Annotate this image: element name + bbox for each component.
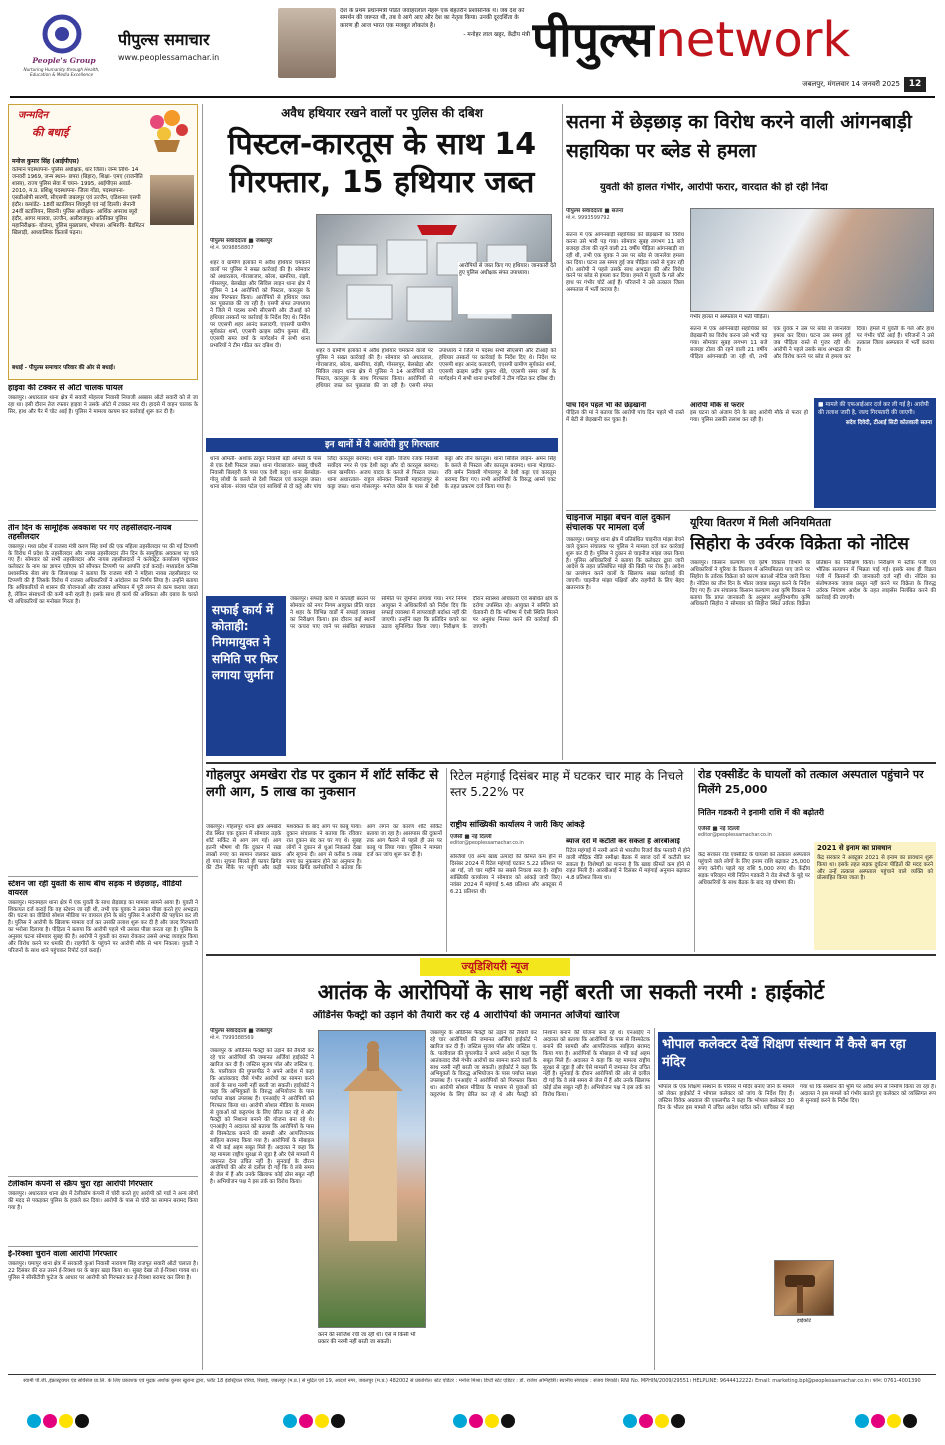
satna-divider — [566, 510, 936, 511]
court-headline: आतंक के आरोपियों के साथ नहीं बरती जा सकती नरमी : हाईकोर्ट — [317, 980, 825, 1004]
manja-headline: चाइनीज मांझा बेचने वाले दुकान संचालक पर मामला दर्ज — [566, 514, 671, 533]
cleanliness-body: जबलपुर। सफाई कार्य में कोताही बरतने पर सोमवार को नगर निगम आयुक्त प्रीति यादव ने शहर के विभिन्न वार्डों में सफाई व्यवस्था का निरीक्षण किया। इस दौरान कई स्थानों पर कचरा पाए जाने पर संबंधित स्वच्छता समिति पर जुर्माना लगाया गया। नगर निगम आयुक्त ने अधिकारियों को निर्देश दिए कि सफाई व्यवस्था में लापरवाही बर्दाश्त नहीं की जाएगी। उन्होंने कहा कि प्रतिदिन कचरे का उठाव सुनिश्चित किया जाए। निरीक्षण के दौरान स्वास्थ्य अधिकारी एवं संबंधित क्षेत्र के दरोगा उपस्थित रहे। आयुक्त ने समिति को चेतावनी दी कि भविष्य में ऐसी स्थिति मिलने पर अनुबंध निरस्त करने की कार्रवाई की जाएगी। — [290, 596, 558, 630]
birthday-name: मनोज कुमार सिंह (आईपीएस) — [12, 158, 80, 165]
satna-photo — [690, 208, 934, 312]
quote-text: देश के प्रथम प्रधानमंत्री पंडित जवाहरलाल नेहरू एक बेहतरीन प्रशासनिक थे। जब देश को समर्थन की जरूरत थी, तब वे आगे आए और देश का नेतृत्व किया। उनकी दूरदर्शिता के कारण ही आज भारत एक मजबूत लोकतंत्र है। — [340, 8, 525, 29]
left-news-4 — [8, 1180, 198, 1242]
fertilizer-kicker: यूरिया वितरण में मिली अनियमितता — [690, 516, 831, 529]
accident-body: केंद्र सरकार रोड एक्सीडेंट के घायलों को तत्काल अस्पताल पहुंचाने वाले लोगों के लिए इनाम राशि बढ़ाकर 25,000 रुपए करेगी। पहले यह राशि 5,000 रुपए थी। केंद्रीय सड़क परिवहन मंत्री नितिन गडकरी ने रोड सेफ्टी के मुद्दे पर अधिकारियों के साथ बैठक के बाद यह घोषणा की। — [698, 852, 810, 886]
left-news-5-title: ई-रिक्शा चुराने वाला आरोपी गिरफ्तार — [8, 1250, 117, 1258]
registration-marks-icon — [20, 1412, 925, 1430]
court-kicker-text: ज्यूडिशियरी न्यूज — [461, 960, 529, 973]
birthday-photo — [150, 175, 194, 225]
left-news-3-title: स्टेशन जा रही युवती के साथ बीच सड़क में छेड़छाड़, वीडियो वायरल — [8, 880, 182, 897]
left-news-5-body: जबलपुर। घमापुर थाना क्षेत्र में सरकारी कुआं निवासी नारायण सिंह राजपूत सवारी ऑटो चलाता है। 22 दिसंबर की रात उसने ई-रिक्शा घर के बाहर खड़ा किया था। सुबह देखा तो ई-रिक्शा गायब था। पुलिस ने सीसीटीवी फुटेज के आधार पर आरोपी को गिरफ्तार कर ई-रिक्शा बरामद कर लिया है। — [8, 1260, 198, 1281]
court-divider — [206, 954, 936, 956]
footer-rule — [8, 1374, 936, 1375]
satna-headline: सतना में छेड़छाड़ का विरोध करने वाली आंगनबाड़ी सहायिका पर ब्लेड से हमला — [566, 111, 912, 162]
column-rule-left — [202, 104, 203, 1370]
arms-byline-box — [210, 238, 310, 251]
accident-box-body: केंद्र सरकार ने अक्टूबर 2021 से इनाम का प्रावधान शुरू किया था। इसके तहत सड़क दुर्घटना पीड़ितों की मदद करने और उन्हें तत्काल अस्पताल पहुंचाने वाले व्यक्ति को प्रोत्साहित किया जाता है। — [817, 854, 933, 882]
left-divider-4 — [8, 1246, 198, 1247]
column-rule-inflation — [694, 768, 695, 952]
fire-body: जबलपुर। गोहलपुर थाना क्षेत्र अमखेरा रोड स्थित एक दुकान में सोमवार तड़के शॉर्ट सर्किट से आग लग गई। आग इतनी भीषण थी कि दुकान में रखा लाखों रुपए का सामान जलकर खाक हो गया। सूचना मिलते ही फायर ब्रिगेड की टीम मौके पर पहुंची और कड़ी मशक्कत के बाद आग पर काबू पाया। दुकान संचालक ने बताया कि रविवार रात दुकान बंद कर घर गए थे। सुबह लोगों ने दुकान से धुआं निकलते देखा और सूचना दी। आग से करीब 5 लाख रुपए का नुकसान होने का अनुमान है। फायर ब्रिगेड कर्मचारियों ने बताया कि आग लगने का कारण शॉर्ट सर्किट बताया जा रहा है। आसपास की दुकानों तक आग फैलने से पहले ही उस पर काबू पा लिया गया। पुलिस ने मामला दर्ज कर जांच शुरू कर दी है। — [206, 824, 442, 872]
inflation-body: सब्जियों एवं अन्य खाद्य उत्पादों की कीमतें कम होने से दिसंबर 2024 में रिटेल महंगाई घटकर 5.22 प्रतिशत पर आ गई, जो चार महीने का सबसे निचला स्तर है। राष्ट्रीय सांख्यिकी कार्यालय ने सोमवार को आंकड़े जारी किए। नवंबर 2024 में महंगाई 5.48 प्रतिशत और अक्टूबर में 6.21 प्रतिशत थी। — [450, 854, 562, 895]
birthday-title-top: जन्मदिन — [18, 110, 49, 121]
gavel-icon — [775, 1261, 835, 1317]
fire-headline: गोहलपुर अमखेरा रोड पर दुकान में शॉर्ट सर्किट से लगी आग, 5 लाख का नुकसान — [206, 768, 439, 800]
inflation-box-body: रिटेल महंगाई में नरमी आने से भारतीय रिजर्व बैंक फरवरी में होने वाली मौद्रिक नीति समीक्षा बैठक में ब्याज दरों में कटौती कर सकता है। विशेषज्ञों का मानना है कि खाद्य कीमतें कम होने से राहत मिली है। आरबीआई ने दिसंबर में महंगाई अनुमान बढ़ाकर 4.8 प्रतिशत किया था। — [566, 847, 690, 882]
left-news-4-body: जबलपुर। अधारताल थाना क्षेत्र में टेलीकॉम कंपनी में चोरी करते हुए आरोपी को गार्ड ने अन्य लोगों की मदद से पकड़कर पुलिस के हवाले कर दिया। आरोपी के पास से चोरी का सामान बरामद किया गया है। — [8, 1190, 198, 1211]
accident-box-title: 2021 से इनाम का प्रावधान — [817, 844, 892, 852]
left-news-4-title: टेलीकॉम कंपनी से स्क्रैप चुरा रहा आरोपी गिरफ्तार — [8, 1180, 153, 1188]
arms-phone: मो.नं. 9098858807 — [210, 244, 254, 251]
bhopal-photo — [774, 1260, 834, 1316]
satna-phone: मो.नं. 9993599792 — [566, 214, 610, 221]
accident-byline-box — [698, 826, 810, 839]
paper-website[interactable]: www.peoplessamachar.in — [118, 52, 220, 62]
satna-byline-box — [566, 208, 686, 221]
cleanliness-box-title: सफाई कार्य में कोताही: निगमायुक्त ने समिति पर फिर लगाया जुर्माना — [212, 603, 278, 682]
court-byline-box — [210, 1028, 330, 1041]
inflation-byline-box — [450, 834, 560, 847]
left-news-2-body: जबलपुर। मध्य प्रदेश में राजस्व मंत्री करण सिंह वर्मा की एक महिला तहसीलदार पर की गई टिप्पणी के विरोध में प्रदेश के तहसीलदार और नायब तहसीलदार तीन दिन के सामूहिक अवकाश पर चले गए हैं। सोमवार को सभी तहसीलदार और नायब तहसीलदारों ने कलेक्ट्रेट कार्यालय पहुंचकर कलेक्टर के नाम का ज्ञापन एडीएम को सौंपकर टिप्पणी पर आपत्ति दर्ज कराई। मध्यप्रदेश कनिष्ठ प्रशासनिक सेवा संघ के जिलाध्यक्ष ने बताया कि राजस्व मंत्री ने महिला नायब तहसीलदार पर टिप्पणी की है जिसके विरोध में राजस्व अधिकारियों ने आंदोलन का निर्णय लिया है। उन्होंने बताया कि अधिकारियों से शासन की योजनाओं और राजस्व अभियान में पूरी लगन से काम कराया जाता है, लेकिन संसाधनों की कमी बनी रहती है। इसके साथ ही कार्य की अधिकता और दबाव के चलते भी अधिकारियों का मनोबल गिरता है। — [8, 543, 198, 605]
left-news-2 — [8, 524, 198, 824]
left-news-1-title: हाइवा की टक्कर से ऑटो चालक घायल — [8, 384, 123, 392]
satna-body-continued: सतना में एक आंगनबाड़ी सहायिका को छेड़खानी का विरोध करना उसे भारी पड़ गया। सोमवार सुबह लगभग 11 बजे बजरहा टोला की रहने वाली 21 वर्षीय पीड़िता आंगनबाड़ी जा रही थी, तभी एक युवक ने उस पर ब्लेड से जानलेवा हमला कर दिया। घटना उस समय हुई जब पीड़िता रास्ते से गुजर रही थी। आरोपी ने पहले उसके साथ अभद्रता की और विरोध करने पर ब्लेड से हमला कर दिया। हमले में युवती के गले और हाथ पर गंभीर चोटें आई हैं। परिजनों ने उसे तत्काल जिला अस्पताल में भर्ती कराया है। — [690, 326, 934, 360]
cleanliness-box — [206, 596, 286, 756]
accident-headline: रोड एक्सीडेंट के घायलों को तत्काल अस्पताल पहुंचाने पर मिलेंगे 25,000 — [698, 768, 924, 796]
left-divider-3 — [8, 1176, 198, 1177]
group-tagline: Nurturing Humanity through Health, Education & Media Excellence — [23, 67, 100, 78]
court-building-illustration — [319, 1031, 427, 1329]
birthday-header — [12, 108, 194, 156]
left-news-3-body: जबलपुर। मदनमहल थाना क्षेत्र में एक युवती के साथ छेड़छाड़ का मामला सामने आया है। युवती ने शिकायत दर्ज कराई कि वह स्टेशन जा रही थी, तभी एक युवक ने उसका पीछा करते हुए अभद्रता की। घटना का वीडियो सोशल मीडिया पर वायरल होने के बाद पुलिस ने आरोपी की पहचान कर ली है। पुलिस ने आरोपी के खिलाफ मामला दर्ज कर उसकी तलाश शुरू कर दी है और जल्द गिरफ्तारी का भरोसा दिलाया है। पीड़िता ने बताया कि आरोपी पहले भी उसका पीछा करता रहा है। पुलिस के अनुसार घटना सोमवार सुबह की है। आरोपी ने युवती का रास्ता रोककर उससे अभद्र व्यवहार किया और विरोध करने पर धमकी दी। राहगीरों के पहुंचने पर आरोपी मौके से भाग निकला। युवती ने परिजनों के साथ थाने पहुंचकर रिपोर्ट दर्ज कराई। — [8, 899, 198, 954]
arms-subhead: इन थानों में ये आरोपी हुए गिरफ्तार — [206, 438, 558, 452]
court-phone: मो.नं. 7999388569 — [210, 1034, 254, 1041]
paper-title: पीपुल्स समाचार — [118, 30, 210, 49]
inflation-box — [566, 838, 690, 950]
inflation-subhead: राष्ट्रीय सांख्यिकी कार्यालय ने जारी किए आंकड़े — [450, 820, 585, 829]
bhopal-headline — [658, 1032, 936, 1080]
birthday-wish: बधाई - पीपुल्स समाचार परिवार की ओर से बधाई। — [12, 365, 116, 372]
fertilizer-headline: सिहोरा के उर्वरक विक्रेता को नोटिस — [690, 534, 909, 554]
left-news-2-title: तीन दिन के सामूहिक अवकाश पर गए तहसीलदार-नायब तहसीलदार — [8, 524, 172, 541]
inflation-email: editor@peoplessamachar.co.in — [450, 840, 524, 846]
inflation-headline: रिटेल महंगाई दिसंबर माह में घटकर चार माह के निचले स्तर 5.22% पर — [450, 769, 684, 800]
left-divider-2 — [8, 876, 198, 877]
column-rule-court — [654, 1028, 655, 1370]
bhopal-body: भोपाल के एक शिक्षण संस्थान के परिसर में मंदिर बनाए जाने के मामले को लेकर हाईकोर्ट ने भोपाल कलेक्टर को जांच के निर्देश दिए हैं। जस्टिस विवेक अग्रवाल की एकलपीठ ने कहा कि भोपाल कलेक्टर 30 दिन के भीतर इस मामले में उचित आदेश पारित करें। याचिका में कहा गया था कि संस्थान की भूमि पर अवैध रूप से निर्माण किया जा रहा है। अदालत ने इस मामले को गंभीर बताते हुए कलेक्टर को व्यक्तिगत रूप से सुनवाई करने के निर्देश दिए। — [658, 1084, 936, 1111]
satna-byline: पीपुल्स संवाददाता ■ सतना — [566, 208, 624, 214]
dateline: जबलपुर, मंगलवार 14 जनवरी 2025 — [802, 80, 900, 88]
paper-name — [118, 30, 268, 70]
arms-kicker: अवैध हथियार रखने वालों पर पुलिस की दबिश — [281, 106, 483, 120]
court-subhead: ऑर्डिनेंस फैक्ट्री को उड़ाने की तैयारी कर रहे 4 आरोपियों की जमानत अर्जियां खारिज — [312, 1010, 620, 1021]
accident-subhead: नितिन गडकरी ने इनामी राशि में की बढ़ोतरी — [698, 808, 824, 817]
arms-byline: पीपुल्स संवाददाता ■ जबलपुर — [210, 238, 273, 244]
court-photo-caption: करने की साजिश रची जा रही थी। ऐसे में किसी भी प्रकार की नरमी नहीं बरती जा सकती। — [318, 1332, 416, 1345]
column-rule-mid — [562, 104, 563, 760]
manja-body: जबलपुर। घमापुर थाना क्षेत्र में प्रतिबंधित चाइनीज मांझा बेचने वाले दुकान संचालक पर पुलिस ने मामला दर्ज कर कार्रवाई शुरू कर दी है। पुलिस ने दुकान से चाइनीज मांझा जब्त किया है। पुलिस अधिकारियों ने बताया कि कलेक्टर द्वारा जारी आदेश के तहत प्रतिबंधित मांझे की बिक्री पर रोक है। आदेश का उल्लंघन करने वालों के खिलाफ सख्त कार्रवाई की जाएगी। चाइनीज मांझा पक्षियों और राहगीरों के लिए बेहद खतरनाक है। — [566, 536, 684, 592]
birthday-title-bottom: की बधाई — [32, 126, 69, 139]
left-divider-1 — [8, 520, 198, 521]
left-news-5 — [8, 1250, 198, 1368]
arms-body-continued: शहर व ग्रामीण इलाकों में अवैध हथियार चमकाने वालों पर पुलिस ने सख्त कार्रवाई की है। सोमवार को अधारताल, गोराबाजार, बरेला, खमरिया, रांझी, गोसलपुर, बेलखेड़ा और सिविल लाइन थाना क्षेत्र में पुलिस ने 14 आरोपियों को पिस्टल, कारतूस के साथ गिरफ्तार किया। आरोपियों से हथियार जब्त कर पूछताछ की जा रही है। एसपी संपत उपाध्याय ने जिले में पदस्थ सभी सीएसपी और टीआई को हथियार तस्करों पर कार्रवाई के निर्देश दिए थे। निर्देश पर एएसपी शहर आनंद कलादगी, एएसपी ग्रामीण सूर्यकांत शर्मा, एएसपी क्राइम प्रदीप कुमार शेंडे, एएसपी समर वर्मा के मार्गदर्शन में सभी थाना प्रभारियों ने टीम गठित कर दबिश दी। — [316, 348, 556, 389]
peoples-group-logo — [14, 14, 109, 94]
inflation-box-title: ब्याज दरों में कटौती कर सकता है आरबीआई — [566, 838, 680, 845]
mid-divider — [206, 762, 936, 764]
arms-headline: पिस्टल-कारतूस के साथ 14 गिरफ्तार, 15 हथियार जब्त — [227, 127, 537, 200]
quote-photo — [278, 8, 336, 78]
network-title — [532, 10, 932, 70]
color-registration-bar — [20, 1412, 925, 1430]
court-kicker — [420, 958, 570, 976]
column-rule-fire — [446, 768, 447, 952]
accident-byline: एजेंसी ■ नई दिल्ली — [698, 826, 740, 832]
court-body: जबलपुर के ऑर्डिनेंस फैक्ट्री को उड़ाने की तैयारी कर रहे चार आरोपियों की जमानत अर्जियां हाईकोर्ट ने खारिज कर दी हैं। जस्टिस सुजय पॉल और जस्टिस ए. के. पालीवाल की युगलपीठ ने अपने आदेश में कहा कि आतंकवाद जैसे गंभीर आरोपों का सामना करने वालों के साथ नरमी नहीं बरती जा सकती। हाईकोर्ट ने कहा कि अभियुक्तों के विरुद्ध अभियोजन के पास पर्याप्त साक्ष्य उपलब्ध हैं। एनआईए ने आरोपियों को गिरफ्तार किया था। आरोपी सोशल मीडिया के माध्यम से युवाओं को कट्टरपंथ के लिए प्रेरित कर रहे थे और फैक्ट्री को निशाना बनाने की योजना बना रहे थे। एनआईए ने अदालत को बताया कि आरोपियों के पास से विस्फोटक बनाने की सामग्री और आपत्तिजनक साहित्य बरामद किया गया है। आरोपियों के मोबाइल से भी कई अहम सबूत मिले हैं। अदालत ने कहा कि यह मामला राष्ट्रीय सुरक्षा से जुड़ा है और ऐसे मामलों में जमानत देना उचित नहीं है। सुनवाई के दौरान आरोपियों की ओर से दलील दी गई कि वे लंबे समय से जेल में हैं और उनके खिलाफ कोई ठोस सबूत नहीं है। अभियोजन पक्ष ने इस तर्क का विरोध किया। — [210, 1048, 314, 1186]
satna-sub1-title: पांच दिन पहले भी की छेड़खानी — [566, 402, 647, 409]
network-title-hindi: पीपुल्स — [532, 12, 654, 68]
flower-icon — [142, 108, 192, 154]
group-logo-icon — [42, 14, 82, 54]
court-photo — [318, 1030, 426, 1328]
court-byline: पीपुल्स संवाददाता ■ जबलपुर — [210, 1028, 273, 1034]
masthead-rule — [10, 96, 935, 98]
satna-sub1-body: पीड़िता की मां ने बताया कि आरोपी पांच दिन पहले भी रास्ते में बेटी से छेड़खानी कर चुका है। — [566, 409, 684, 423]
satna-subhead: युवती की हालत गंभीर, आरोपी फरार, वारदात की हो रही निंदा — [600, 182, 828, 193]
satna-sub2-title: आरोपी मौके से फरार — [690, 402, 744, 409]
left-news-1 — [8, 384, 198, 514]
satna-body: सतना में एक आंगनबाड़ी सहायिका को छेड़खानी का विरोध करना उसे भारी पड़ गया। सोमवार सुबह लगभग 11 बजे बजरहा टोला की रहने वाली 21 वर्षीय पीड़िता आंगनबाड़ी जा रही थी, तभी एक युवक ने उस पर ब्लेड से जानलेवा हमला कर दिया। घटना उस समय हुई जब पीड़िता रास्ते से गुजर रही थी। आरोपी ने पहले उसके साथ अभद्रता की और विरोध करने पर ब्लेड से हमला कर दिया। हमले में युवती के गले और हाथ पर गंभीर चोटें आई हैं। परिजनों ने उसे तत्काल जिला अस्पताल में भर्ती कराया है। — [566, 232, 684, 294]
bhopal-headline-text: भोपाल कलेक्टर देखें शिक्षण संस्थान में कैसे बन रहा मंदिर — [662, 1037, 906, 1071]
court-body-continued: जबलपुर के ऑर्डिनेंस फैक्ट्री को उड़ाने की तैयारी कर रहे चार आरोपियों की जमानत अर्जियां हाईकोर्ट ने खारिज कर दी हैं। जस्टिस सुजय पॉल और जस्टिस ए. के. पालीवाल की युगलपीठ ने अपने आदेश में कहा कि आतंकवाद जैसे गंभीर आरोपों का सामना करने वालों के साथ नरमी नहीं बरती जा सकती। हाईकोर्ट ने कहा कि अभियुक्तों के विरुद्ध अभियोजन के पास पर्याप्त साक्ष्य उपलब्ध हैं। एनआईए ने आरोपियों को गिरफ्तार किया था। आरोपी सोशल मीडिया के माध्यम से युवाओं को कट्टरपंथ के लिए प्रेरित कर रहे थे और फैक्ट्री को निशाना बनाने की योजना बना रहे थे। एनआईए ने अदालत को बताया कि आरोपियों के पास से विस्फोटक बनाने की सामग्री और आपत्तिजनक साहित्य बरामद किया गया है। आरोपियों के मोबाइल से भी कई अहम सबूत मिले हैं। अदालत ने कहा कि यह मामला राष्ट्रीय सुरक्षा से जुड़ा है और ऐसे मामलों में जमानत देना उचित नहीं है। सुनवाई के दौरान आरोपियों की ओर से दलील दी गई कि वे लंबे समय से जेल में हैं और उनके खिलाफ कोई ठोस सबूत नहीं है। अभियोजन पक्ष ने इस तर्क का विरोध किया। — [430, 1030, 650, 1099]
manja-story — [566, 514, 684, 754]
accident-email: editor@peoplessamachar.co.in — [698, 832, 772, 838]
accident-box — [814, 842, 936, 950]
satna-quote: ■ मामले की एफआईआर दर्ज कर ली गई है। आरोपी की तलाश जारी है, जल्द गिरफ्तारी की जाएगी। — [818, 402, 929, 416]
satna-photo-caption: गंभीर हालत में अस्पताल में भर्ती पीड़िता। — [690, 314, 770, 320]
satna-quote-author: सदेव दिवेदी, टीआई सिटी कोतवाली सतना — [845, 420, 932, 427]
fertilizer-body: जबलपुर। किसान कल्याण एवं कृषि विकास विभाग के अधिकारियों ने यूरिया के वितरण में अनियमितता पाए जाने पर सिहोरा के उर्वरक विक्रेता को कारण बताओ नोटिस जारी किया है। नोटिस का तीन दिन के भीतर जवाब प्रस्तुत करने के निर्देश दिए गए हैं। उप संचालक किसान कल्याण तथा कृषि विकास ने बताया कि प्राप्त जानकारी के अनुसार अनुविभागीय कृषि अधिकारी सिहोरा ने सोमवार को सिहोरा स्थित उर्वरक विक्रेता प्रतिष्ठान का निरीक्षण किया। निरीक्षण में स्टॉक पंजी एवं भौतिक सत्यापन में भिन्नता पाई गई। इसके साथ ही विक्रय पंजी में किसानों की जानकारी दर्ज नहीं थी। नोटिस का संतोषजनक जवाब प्रस्तुत नहीं करने पर विक्रेता के विरुद्ध उर्वरक नियंत्रण आदेश के तहत लाइसेंस निलंबित करने की कार्रवाई की जाएगी। — [690, 560, 936, 608]
birthday-box — [8, 104, 198, 380]
satna-sub2-body: इस घटना को अंजाम देने के बाद आरोपी मौके से फरार हो गया। पुलिस उसकी तलाश कर रही है। — [690, 409, 808, 423]
satna-sub2 — [690, 402, 808, 446]
satna-quote-box — [814, 398, 936, 508]
birthday-details: वर्तमान पदस्थापना- पुलिस अधीक्षक, धार जिला। जन्म तिथि- 14 जनवरी 1969, जन्म स्थान- छपरा (बिहार), शिक्षा- एमए (राजनीति शास्त्र), राज्य पुलिस सेवा में चयन- 1995, आईपीएस अवार्ड- 2010, म.प्र. प्रशिक्षु पदस्थापना- जिला गोंडा, पदस्थापना- एसडीओपी सारणी, सीएसपी जबलपुर एवं उज्जैन, एडिशनल एसपी इंदौर। कमांडेंट- 18वीं बटालियन शिवपुरी एवं नई दिल्ली। सेनानी 24वीं बटालियन, सिवनी। पुलिस अधीक्षक- आर्थिक अपराध ब्यूरो इंदौर, आगर मालवा, उज्जैन, अलीराजपुर। अतिरिक्त पुलिस महानिरीक्षक- योजना, पुलिस मुख्यालय, भोपाल। अभिरुचि- बैडमिंटन खिलाड़ी, आध्यात्मिक किताबें पढ़ना। — [12, 167, 145, 237]
arms-body: शहर व ग्रामीण इलाकों में अवैध हथियार चमकाने वालों पर पुलिस ने सख्त कार्रवाई की है। सोमवार को अधारताल, गोराबाजार, बरेला, खमरिया, रांझी, गोसलपुर, बेलखेड़ा और सिविल लाइन थाना क्षेत्र में पुलिस ने 14 आरोपियों को पिस्टल, कारतूस के साथ गिरफ्तार किया। आरोपियों से हथियार जब्त कर पूछताछ की जा रही है। एसपी संपत उपाध्याय ने जिले में पदस्थ सभी सीएसपी और टीआई को हथियार तस्करों पर कार्रवाई के निर्देश दिए थे। निर्देश पर एएसपी शहर आनंद कलादगी, एएसपी ग्रामीण सूर्यकांत शर्मा, एएसपी क्राइम प्रदीप कुमार शेंडे, एएसपी समर वर्मा के मार्गदर्शन में सभी थाना प्रभारियों ने टीम गठित कर दबिश दी। — [210, 260, 310, 349]
arms-list-body: थाना ओमती- अशोक ठाकुर निवासी बड़ी ओमती के पास से एक देशी पिस्टल जब्त। थाना गोराबाजार- बबलू चौधरी निवासी बिलहरी के पास एक देशी कट्टा। थाना बेलखेड़ा- गोलू लोधी के कब्जे से देशी पिस्टल एवं कारतूस जब्त। थाना बरेला- संजय पटेल एवं साथियों से दो कट्टे और पांच जिंदा कारतूस बरामद। थाना रांझी- विजय रजक निवासी सर्वोदय नगर से एक देशी कट्टा और दो कारतूस बरामद। थाना खमरिया- अजय यादव के कब्जे से पिस्टल जब्त। थाना अधारताल- राहुल सोनकर निवासी महाराजपुर से कट्टा जब्त। थाना गोसलपुर- मनोज कोल के पास से देशी कट्टा और तीन कारतूस। थाना सिविल लाइन- अमन सिंह के कब्जे से पिस्टल और कारतूस बरामद। थाना भेड़ाघाट- रवि बर्मन निवासी गोपालपुर से देशी कट्टा एवं कारतूस बरामद किए गए। सभी आरोपियों के विरुद्ध आर्म्स एक्ट के तहत प्रकरण दर्ज किया गया है। — [210, 456, 556, 490]
network-title-english: network — [655, 12, 851, 68]
satna-sub1 — [566, 402, 684, 446]
page-number: 12 — [904, 77, 926, 92]
left-news-1-body: जबलपुर। अधारताल थाना क्षेत्र में सवारी मोहल्ला निवासी नियाजी अब्बास ऑटो सवारी को ले जा रहा था। इसी दौरान तेज रफ्तार हाइवा ने उसके ऑटो में टक्कर मार दी। हादसे में वाहन चालक के सिर, हाथ और पैर में चोट आई है। पुलिस ने मामला कायम कर कार्रवाई शुरू कर दी है। — [8, 394, 198, 415]
left-news-3 — [8, 880, 198, 1048]
bhopal-photo-caption: हाईकोर्ट — [796, 1318, 812, 1324]
inflation-byline: एजेंसी ■ नई दिल्ली — [450, 834, 492, 840]
footer-imprint: स्वामी पी.जी.,इंफ्रास्ट्रक्चर एंड सर्विसेज प्रा.लि. के लिए प्रकाशक एवं मुद्रक अशोक कुमार खुराना द्वारा, प्लॉट 18 इंडस्ट्रियल एरिया, रिछाई, जबलपुर (म.प्र.) से मुद्रित एवं 19, आदर्श नगर, जबलपुर (म.प्र.) 482002 से प्रकाशित। स्टेट एडिटर : मनोज मिश्रा। डिप्टी स्टेट एडिटर : डॉ. राजेश अग्निहोत्री। स्थानीय संपादक : संजय त्रिपाठी। RNI No. MPHIN/2009/29551। HELPLINE: 9644412222। Email: marketing.bpl@peoplessamachar.co.in। फोन: 0761-4001390 — [23, 1378, 921, 1384]
masthead — [0, 0, 945, 96]
group-name: People's Group — [32, 56, 96, 65]
arms-photo-caption: आरोपियों से जब्त किए गए हथियार। जानकारी देते हुए पुलिस अधीक्षक संपत उपाध्याय। — [458, 262, 558, 314]
quote-author: - मनोहर लाल खट्टर, केंद्रीय मंत्री — [463, 32, 530, 39]
quote-block — [340, 8, 530, 86]
